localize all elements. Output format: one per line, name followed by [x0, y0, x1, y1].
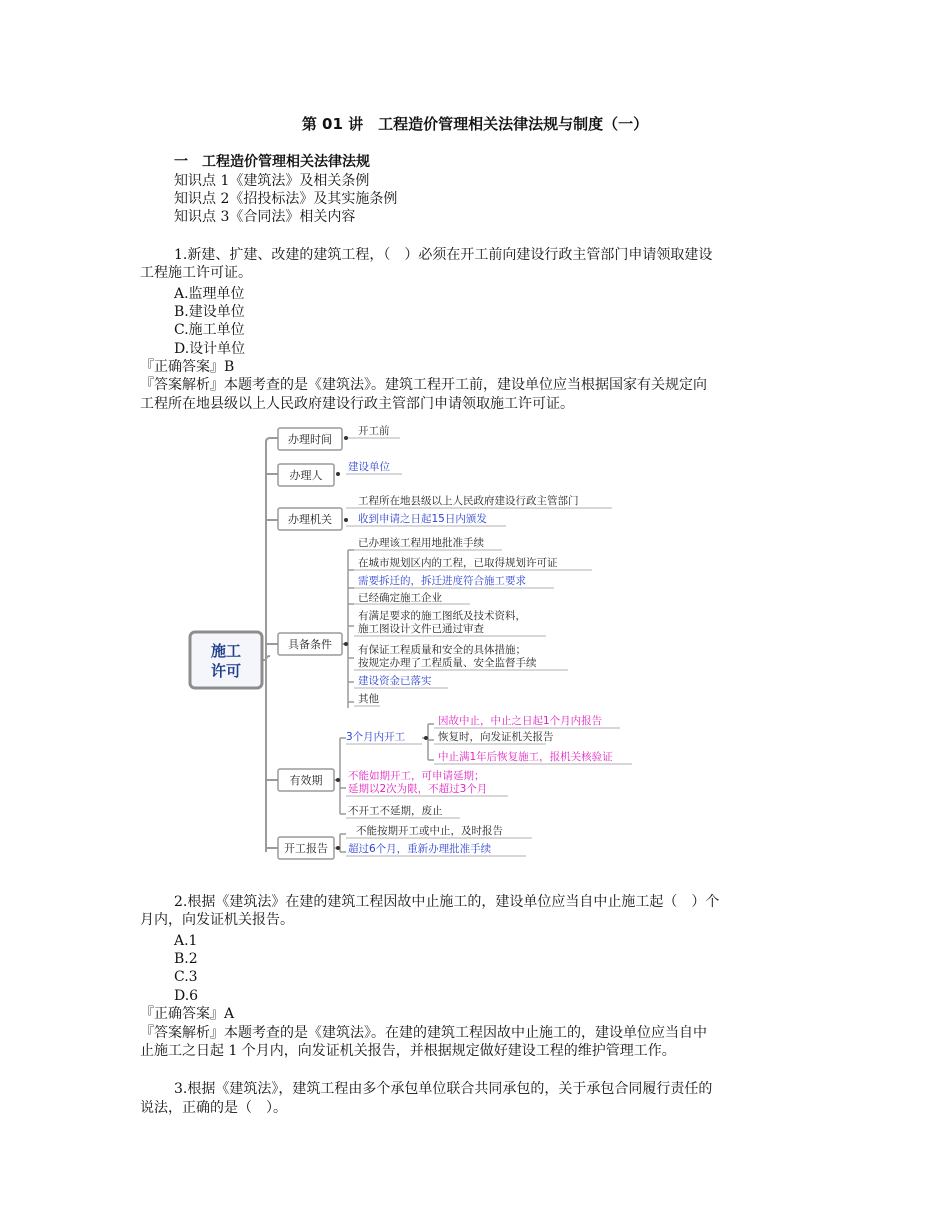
page-title: 第 01 讲 工程造价管理相关法律法规与制度（一）: [301, 115, 649, 133]
q1-analysis-line1: 『答案解析』本题考查的是《建筑法》。建筑工程开工前，建设单位应当根据国家有关规定向: [140, 377, 707, 393]
q1-analysis-line2: 工程所在地县级以上人民政府建设行政主管部门申请领取施工许可证。: [140, 396, 574, 412]
branch-report: 开工报告: [284, 842, 328, 855]
leaf-condition-2: 在城市规划区内的工程，已取得规划许可证: [358, 557, 558, 569]
q2-analysis-line2: 止施工之日起 1 个月内，向发证机关报告，并根据规定做好建设工程的维护管理工作。: [140, 1043, 676, 1059]
branch-person: 办理人: [289, 469, 323, 482]
leaf-validity-extension-2: 延期以2次为限，不超过3个月: [348, 783, 488, 795]
leaf-condition-5a: 有满足要求的施工图纸及技术资料，: [358, 610, 526, 622]
q3-stem-line1: 3.根据《建筑法》，建筑工程由多个承包单位联合共同承包的，关于承包合同履行责任的: [174, 1081, 713, 1097]
q2-option-b: B.2: [174, 951, 198, 967]
leaf-person: 建设单位: [348, 461, 390, 473]
branch-validity: 有效期: [289, 774, 323, 787]
q1-stem-line2: 工程施工许可证。: [140, 265, 252, 281]
q2-option-d: D.6: [174, 988, 199, 1004]
leaf-condition-6a: 有保证工程质量和安全的具体措施；: [358, 644, 526, 656]
leaf-authority-2: 收到申请之日起15日内颁发: [358, 513, 487, 525]
branch-authority: 办理机关: [288, 513, 332, 526]
section-heading: 一 工程造价管理相关法律法规: [174, 154, 370, 170]
leaf-condition-6b: 按规定办理了工程质量、安全监督手续: [358, 657, 537, 669]
leaf-condition-3: 需要拆迁的，拆迁进度符合施工要求: [358, 575, 526, 587]
leaf-validity-extension-1: 不能如期开工，可申请延期；: [348, 770, 485, 782]
leaf-report-1: 不能按期开工或中止，及时报告: [356, 825, 503, 837]
leaf-report-2: 超过6个月，重新办理批准手续: [348, 843, 492, 855]
knowledge-point-2: 知识点 2《招投标法》及其实施条例: [174, 191, 398, 207]
q2-stem-line2: 月内，向发证机关报告。: [140, 912, 294, 928]
construction-permit-mindmap: [180, 420, 640, 860]
leaf-validity-sub-1: 因故中止，中止之日起1个月内报告: [438, 715, 603, 727]
q1-option-c: C.施工单位: [174, 322, 245, 338]
knowledge-point-3: 知识点 3《合同法》相关内容: [174, 209, 356, 225]
q1-answer: 『正确答案』B: [140, 359, 235, 375]
q1-option-b: B.建设单位: [174, 304, 245, 320]
q3-stem-line2: 说法，正确的是（ ）。: [140, 1100, 287, 1116]
q1-stem-line1: 1.新建、扩建、改建的建筑工程，（ ）必须在开工前向建设行政主管部门申请领取建设: [174, 247, 713, 263]
leaf-validity-void: 不开工不延期，废止: [348, 805, 443, 817]
leaf-condition-1: 已办理该工程用地批准手续: [358, 537, 484, 549]
q2-answer: 『正确答案』A: [140, 1006, 235, 1022]
q2-option-a: A.1: [174, 933, 198, 949]
leaf-time: 开工前: [358, 425, 390, 437]
knowledge-point-1: 知识点 1《建筑法》及相关条例: [174, 173, 370, 189]
leaf-condition-7: 建设资金已落实: [358, 675, 432, 687]
leaf-validity-sub-2: 恢复时，向发证机关报告: [438, 731, 554, 743]
q2-option-c: C.3: [174, 969, 198, 985]
q1-option-d: D.设计单位: [174, 341, 246, 357]
q1-option-a: A.监理单位: [174, 286, 245, 302]
branch-conditions: 具备条件: [288, 638, 332, 651]
q2-stem-line1: 2.根据《建筑法》在建的建筑工程因故中止施工的，建设单位应当自中止施工起（ ）个: [174, 894, 720, 910]
leaf-validity-sub-3: 中止满1年后恢复施工，报机关核验证: [438, 751, 613, 763]
q2-analysis-line1: 『答案解析』本题考查的是《建筑法》。在建的建筑工程因故中止施工的，建设单位应当自中: [140, 1025, 707, 1041]
leaf-authority-1: 工程所在地县级以上人民政府建设行政主管部门: [358, 495, 579, 507]
branch-time: 办理时间: [288, 433, 332, 446]
leaf-condition-4: 已经确定施工企业: [358, 592, 442, 604]
root-label-line2: 许可: [210, 662, 242, 680]
leaf-validity-3-months: 3个月内开工: [346, 731, 406, 743]
leaf-condition-8: 其他: [358, 693, 379, 705]
leaf-condition-5b: 施工图设计文件已通过审查: [358, 623, 484, 635]
root-label-line1: 施工: [210, 642, 242, 660]
